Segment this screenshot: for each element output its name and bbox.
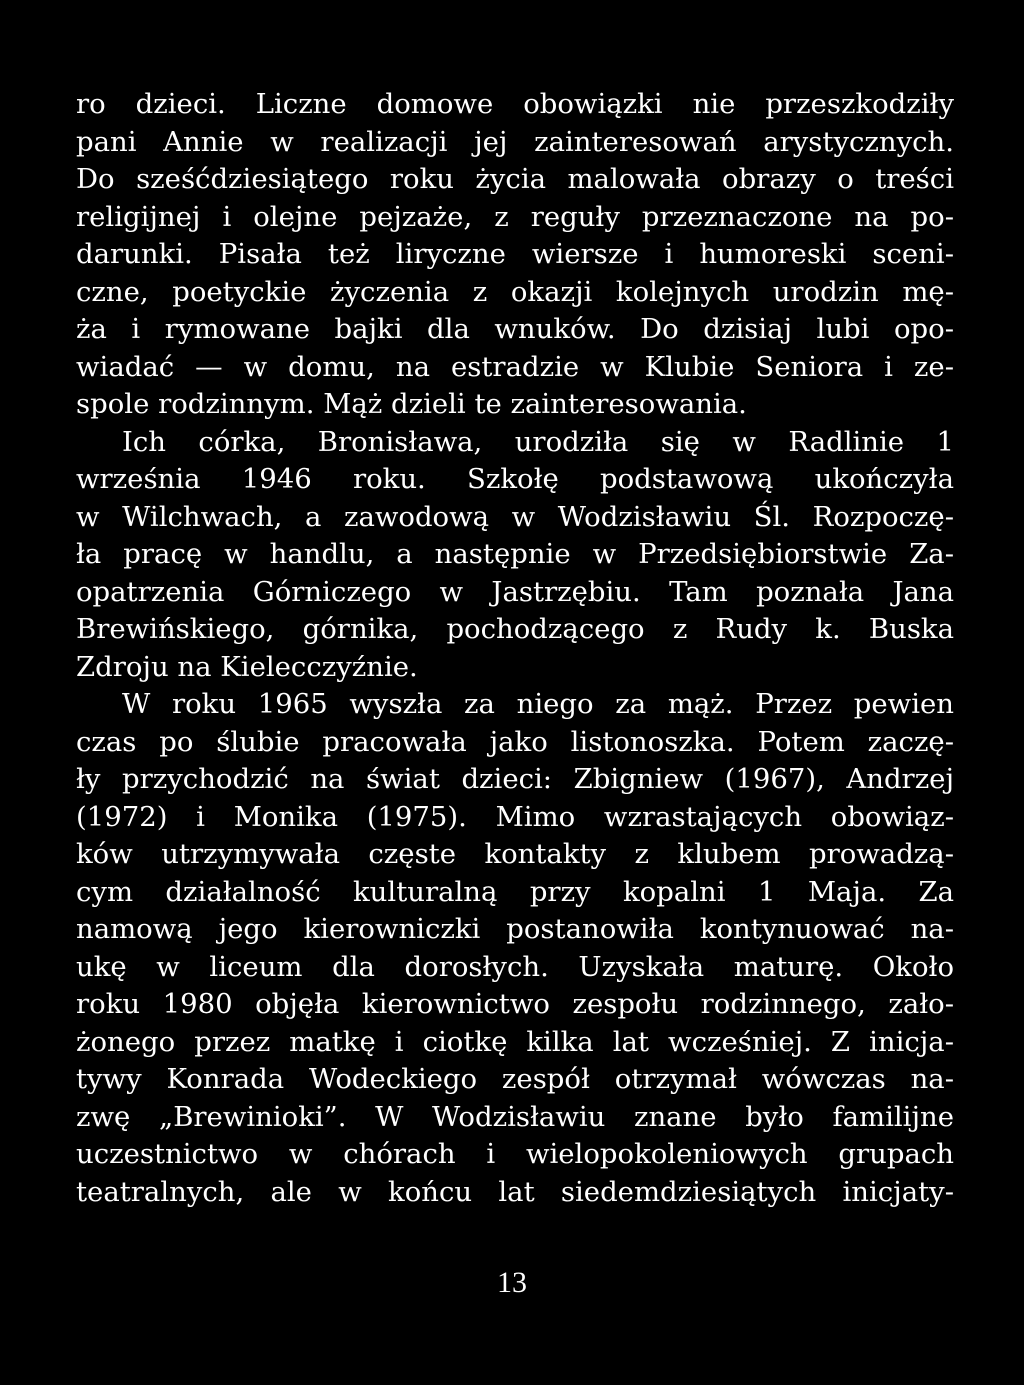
text-line: opatrzenia Górniczego w Jastrzębiu. Tam poznała Jana (76, 575, 954, 608)
text-line: spole rodzinnym. Mąż dzieli te zainteresowania. (76, 388, 747, 420)
text-line: cym działalność kulturalną przy kopalni 1 Maja. Za (76, 875, 954, 908)
text-line: w Wilchwach, a zawodową w Wodzisławiu Śl. Rozpoczę- (76, 500, 954, 533)
text-line: czas po ślubie pracowała jako listonoszka. Potem zaczę- (76, 725, 954, 758)
text-line: (1972) i Monika (1975). Mimo wzrastających obowiąz- (76, 800, 954, 833)
text-line: W roku 1965 wyszła za niego za mąż. Przez pewien (122, 688, 954, 720)
text-line: zwę „Brewinioki”. W Wodzisławiu znane było familijne (76, 1100, 954, 1133)
text-line: tywy Konrada Wodeckiego zespół otrzymał wówczas na- (76, 1063, 954, 1095)
text-line: ro dzieci. Liczne domowe obowiązki nie przeszkodziły (76, 88, 954, 120)
text-line: pani Annie w realizacji jej zainteresowań arystycznych. (76, 125, 954, 158)
text-line: roku 1980 objęła kierownictwo zespołu rodzinnego, zało- (76, 988, 954, 1020)
text-line: wiadać — w domu, na estradzie w Klubie Seniora i ze- (76, 350, 954, 383)
text-line: września 1946 roku. Szkołę podstawową ukończyła (76, 463, 954, 495)
text-line: namową jego kierowniczki postanowiła kontynuować na- (76, 913, 954, 945)
text-line: ukę w liceum dla dorosłych. Uzyskała maturę. Około (76, 950, 954, 983)
text-line: teatralnych, ale w końcu lat siedemdziesiątych inicjaty- (76, 1175, 954, 1208)
text-line: ków utrzymywała częste kontakty z klubem prowadzą- (76, 838, 954, 870)
text-line: Ich córka, Bronisława, urodziła się w Radlinie 1 (122, 425, 954, 458)
body-text (76, 86, 954, 1211)
text-line: darunki. Pisała też liryczne wiersze i humoreski sceni- (76, 238, 954, 270)
text-line: czne, poetyckie życzenia z okazji kolejnych urodzin mę- (76, 275, 954, 308)
text-line: Do sześćdziesiątego roku życia malowała obrazy o treści (76, 163, 954, 195)
text-line: ła pracę w handlu, a następnie w Przedsiębiorstwie Za- (76, 538, 954, 570)
text-line: ły przychodzić na świat dzieci: Zbigniew (1967), Andrzej (76, 763, 954, 795)
text-line: religijnej i olejne pejzaże, z reguły przeznaczone na po- (76, 200, 954, 233)
text-line: Brewińskiego, górnika, pochodzącego z Rudy k. Buska (76, 613, 954, 645)
text-line: uczestnictwo w chórach i wielopokoleniowych grupach (76, 1138, 954, 1170)
text-line: ża i rymowane bajki dla wnuków. Do dzisiaj lubi opo- (76, 313, 954, 345)
page-number: 13 (497, 1266, 527, 1299)
text-line: Zdroju na Kielecczyźnie. (76, 650, 418, 683)
text-line: żonego przez matkę i ciotkę kilka lat wcześniej. Z inicja- (76, 1025, 954, 1058)
